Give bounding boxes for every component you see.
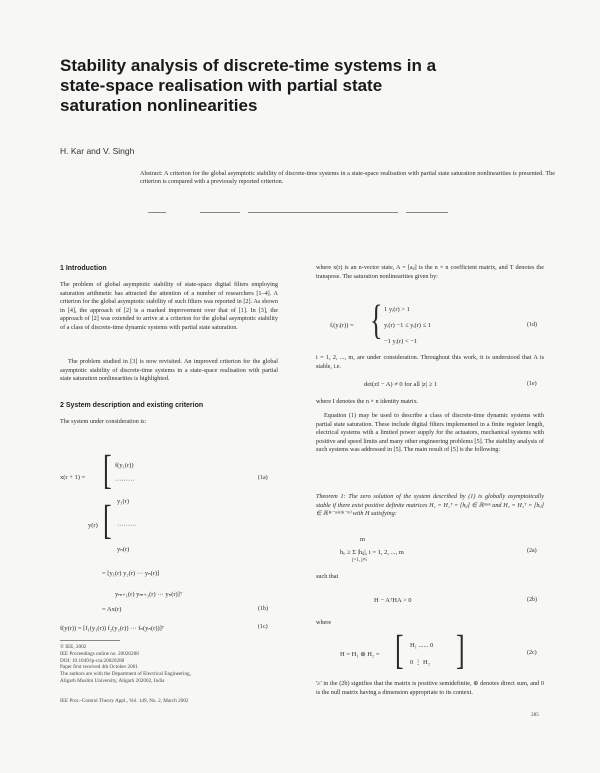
eq2b-number: (2b) xyxy=(527,597,537,603)
eq1a-number: (1a) xyxy=(258,475,268,481)
para-where: where x(r) is an n-vector state, A = [aᵢⱼ] is the n × n coefficient matrix, and T denotes the transpose. The saturation nonlinearities given by: xyxy=(316,264,544,280)
where-label: where xyxy=(316,619,332,626)
eq1b-row3: = Ax(r) xyxy=(102,606,122,613)
eq2a-sum-top: m xyxy=(360,536,366,543)
sat-brace: { xyxy=(370,296,383,344)
sat-number: (1d) xyxy=(527,322,537,328)
theorem-1: Theorem 1: The zero solution of the system described by (1) is globally asymptotically stable if there exist positive definite matrices H₁ = H₁ᵀ = [hᵢⱼ] ∈ ℝᵐˣᵐ and H₂ = H₂ᵀ = [hᵢⱼ] ∈ ℝ⁽ⁿ⁻ᵐ⁾ˣ⁽ⁿ⁻ᵐ⁾ with H satisfying: xyxy=(316,493,544,518)
eq1b-row2: yₘ₊₁(r) yₘ₊₂(r) ··· yₙ(r)]ᵀ xyxy=(115,591,183,598)
sat-lhs: fᵢ(yᵢ(r)) = xyxy=(330,322,354,329)
eq1a-lhs: x(r + 1) = xyxy=(60,474,86,481)
eq2a-sum-bottom: j=1, j≠i xyxy=(352,558,367,563)
para-equation-1: Equation (1) may be used to describe a class of discrete-time dynamic systems with partial state saturation. These include digital filters implemented in a finite register length, electrical systems with a limited power supply for the actuators, mechanical systems with positive and speed limits and many other engineering problems [5]. The stability analysis of such systems was addressed in [5]. The main result of [5] is the following: xyxy=(316,412,544,454)
section-heading-system: 2 System description and existing criterion xyxy=(60,402,204,409)
sat-row-3: −1 yᵢ(r) < −1 xyxy=(384,338,418,345)
such-that: such that xyxy=(316,573,339,580)
eq1b-dots: ········· xyxy=(117,522,137,529)
eq1b-bracket: [ xyxy=(103,496,112,544)
abstract-separator xyxy=(148,212,448,214)
eq2c-bracket-left: [ xyxy=(395,626,404,674)
eq1b-bottom: yₙ(r) xyxy=(117,546,130,553)
eq2a-number: (2a) xyxy=(527,548,537,554)
footnote-affiliation-1: The authors are with the Department of Electrical Engineering, xyxy=(60,671,191,678)
sat-row-1: 1 yᵢ(r) > 1 xyxy=(384,306,410,313)
det-number: (1e) xyxy=(527,381,537,387)
footnote-online: IEE Proceedings online no. 20020288 xyxy=(60,650,139,657)
page-number: 285 xyxy=(531,712,539,718)
eq2c-number: (2c) xyxy=(527,650,537,656)
sat-row-2: yᵢ(r) −1 ≤ yᵢ(r) ≤ 1 xyxy=(384,322,432,329)
eq2c-bracket-right: ] xyxy=(456,626,465,674)
footnote-rule xyxy=(60,640,120,641)
para-i: i = 1, 2, ..., m, are under consideration. Throughout this work, it is understood that A is stable, i.e. xyxy=(316,354,544,370)
footnote-affiliation-2: Aligarh Muslim University, Aligarh 202002, India xyxy=(60,677,165,684)
eq1b-number: (1b) xyxy=(258,606,268,612)
det-equation: det(zI − A) ≠ 0 for all |z| ≥ 1 xyxy=(364,381,438,388)
authors: H. Kar and V. Singh xyxy=(60,146,135,156)
abstract: Abstract: A criterion for the global asymptotic stability of discrete-time systems in a state-space realisation with partial state saturation nonlinearities is presented. The criterion is compared with a previously reported criterion. xyxy=(140,170,555,186)
system-intro: The system under consideration is: xyxy=(60,418,147,425)
paper-title: Stability analysis of discrete-time systems in a state-space realisation with partial state saturation nonlinearities xyxy=(60,56,437,115)
intro-paragraph-2: The problem studied in [3] is now revisited. An improved criterion for the global asymptotic stability of discrete-time systems in a state-space realisation with partial state saturation nonlinearities is highlighted. xyxy=(60,358,278,383)
eq1b-row1: = [y₁(r) y₂(r) ··· yₙ(r)] xyxy=(102,570,160,577)
eq1c-number: (1c) xyxy=(258,624,268,630)
eq1b-top: y₁(r) xyxy=(117,498,130,505)
eq2c-lhs: H = H₁ ⊕ H₂ = xyxy=(340,651,380,658)
eq2c-bottom: 0 ⋮ H₂ xyxy=(410,659,430,666)
eq1a-top: f(y₁(r)) xyxy=(115,462,134,469)
eq1a-dots: ········· xyxy=(115,477,135,484)
intro-paragraph-1: The problem of global asymptotic stability of state-space digital filters employing saturation arithmetic has attracted the attention of a number of researchers [1–4]. A criterion for the global asymptotic stability of such filters was reported in [2]. As shown in [4], the approach of [2] is a marked improvement over that of [1]. In [3], the approach of [2] was extended to arrive at a criterion for the global asymptotic stability of a class of discrete-time dynamic systems with partial state saturation. xyxy=(60,281,278,331)
footnote-copyright: © IEE, 2002 xyxy=(60,644,87,650)
para-last: '≥' in the (2b) signifies that the matrix is positive semidefinite, ⊕ denotes direct sum, and 0 is the null matrix having a dimension appropriate to its context. xyxy=(316,680,544,696)
eq2c-top: H₁ ...... 0 xyxy=(410,642,434,649)
eq1b-lhs: y(r) xyxy=(88,522,98,529)
eq1c: f(y(r)) = [f₁(y₁(r)) f₂(y₂(r)) ··· fₙ(yₙ(r))]ᵀ xyxy=(60,625,165,632)
section-heading-introduction: 1 Introduction xyxy=(60,265,107,272)
journal-line: IEE Proc.-Control Theory Appl., Vol. 149, No. 2, March 2002 xyxy=(60,698,189,704)
footnotes xyxy=(60,644,280,685)
eq2a: hᵢᵢ ≥ Σ |hᵢⱼ|, i = 1, 2, ..., m xyxy=(340,549,404,556)
eq2b: H − AᵀHA > 0 xyxy=(374,597,412,604)
para-identity: where I denotes the n × n identity matrix. xyxy=(316,398,419,405)
footnote-received: Paper first received 4th October 2001 xyxy=(60,664,138,671)
footnote-doi: DOI: 10.1049/ip-cta:20020288 xyxy=(60,657,125,664)
eq1a-bracket: [ xyxy=(103,446,112,494)
